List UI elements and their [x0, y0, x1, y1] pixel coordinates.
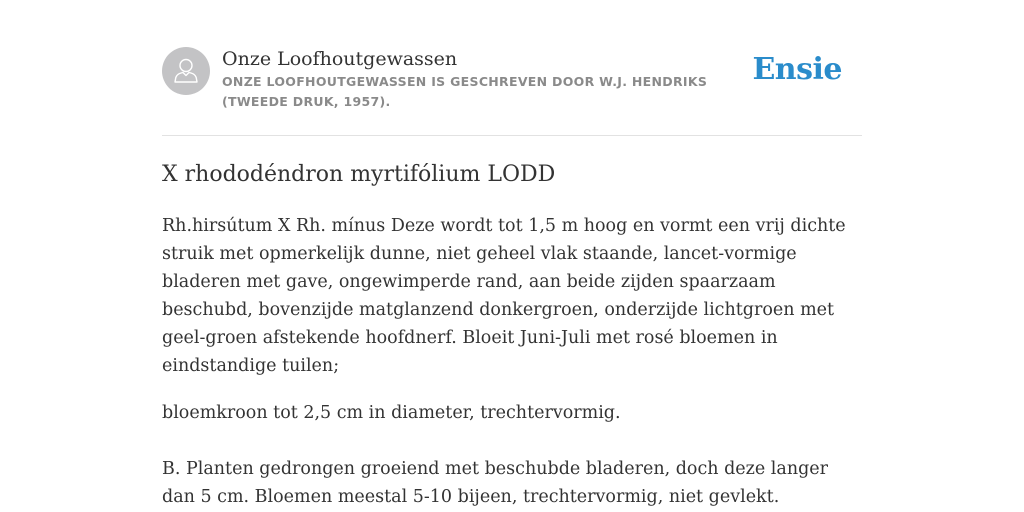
book-header	[162, 46, 862, 136]
book-subtitle: ONZE LOOFHOUTGEWASSEN IS GESCHREVEN DOOR W.J. HENDRIKS (TWEEDE DRUK, 1957).	[222, 74, 708, 109]
user-icon	[162, 47, 210, 95]
article-paragraph: bloemkroon tot 2,5 cm in diameter, trechtervormig.	[162, 403, 621, 423]
header-divider	[162, 135, 862, 136]
article-body	[162, 212, 862, 511]
ensie-logo[interactable]: Ensie	[752, 52, 842, 87]
article-paragraph: B. Planten gedrongen groeiend met beschubde bladeren, doch deze langer dan 5 cm. Bloemen meestal 5-10 bijeen, trechtervormig, niet gevlekt.	[162, 459, 829, 507]
book-title[interactable]: Onze Loofhoutgewassen	[222, 48, 458, 70]
article-paragraph: Rh.hirsútum X Rh. mínus Deze wordt tot 1,5 m hoog en vormt een vrij dichte struik met opmerkelijk dunne, niet geheel vlak staande, lancet-vormige bladeren met gave, ongewimperde rand, aan beide zijden spaarzaam beschubd, bovenzijde matglanzend donkergroen, onderzijde lichtgroen met geel-groen afstekende hoofdnerf. Bloeit Juni-Juli met rosé bloemen in eindstandige tuilen;	[162, 216, 846, 376]
article-title: X rhododéndron myrtifólium LODD	[162, 162, 556, 187]
